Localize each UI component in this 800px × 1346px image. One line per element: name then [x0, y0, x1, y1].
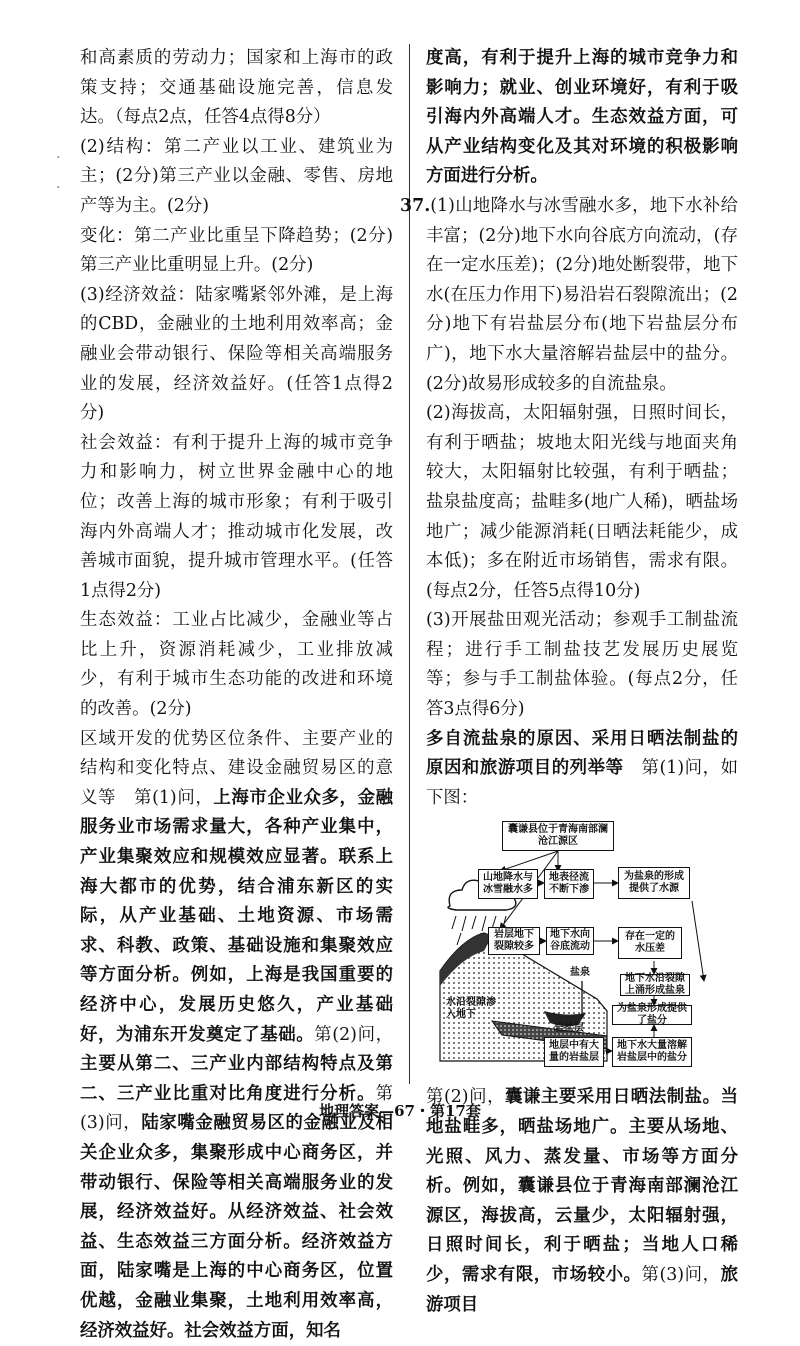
diagram-label-salt-spring: 盐泉 [570, 967, 590, 979]
diagram-box-pressure: 存在一定的水压差 [618, 927, 682, 959]
analysis-text: 区域开发的优势区位条件、主要产业的结构和变化特点、建设金融贸易区的意义等 第(1)问， [80, 728, 393, 808]
diagram-label-rock-salt-layer: 岩盐层 [554, 1023, 584, 1035]
salt-spring-diagram [432, 821, 742, 1071]
answer-text: (1)山地降水与冰雪融水多，地下水补给丰富；(2分)地下水向谷底方向流动，(存在一定水压差)；(2分)地处断裂带，地下水(在压力作用下)易沿岩石裂隙流出；(2分)地下有岩盐层分布(地下岩盐层分布广)，地下水大量溶解岩盐层中的盐分。(2分)故易形成较多的自流盐泉。 [426, 195, 738, 394]
analysis-text: 第(2)问， [426, 1087, 506, 1108]
diagram-box-water-source: 为盐泉的形成提供了水源 [618, 867, 690, 899]
diagram-box-rain: 山地降水与冰雪融水多 [478, 869, 538, 899]
question-37-analysis [426, 725, 738, 814]
page-footer: 地理答案—67・第17套 [319, 1102, 481, 1120]
answer-economic-benefit: (3)经济效益：陆家嘴紧邻外滩，是上海的CBD，金融业的土地利用效率高；金融业会带动银行、保险等相关高端服务业的发展，经济效益好。(任答1点得2分) [80, 284, 393, 424]
answer-ecological-benefit: 生态效益：工业占比减少，金融业等占比上升，资源消耗减少，工业排放减少，有利于城市生态功能的改进和环境的改善。(2分) [80, 610, 393, 720]
diagram-box-flow: 地下水向谷底流动 [546, 927, 594, 955]
binding-edge-mark: · [56, 180, 61, 196]
diagram-box-emerge: 地下水沿裂隙上涌形成盐泉 [620, 974, 690, 996]
analysis-bold-text: 主要从第二、三产业内部结构特点及第二、三产业比重对比角度进行分析。 [80, 1054, 393, 1104]
answer-change: 变化：第二产业比重呈下降趋势；(2分)第三产业比重明显上升。(2分) [80, 225, 393, 276]
analysis-bold-text: 上海市企业众多，金融服务业市场需求量大，各种产业集中，产业集聚效应和规模效应显著。联系上海大都市的优势，结合浦东新区的实际，从产业基础、土地资源、市场需求、科教、政策、基础设施和集聚效应等方面分析。例如，上海是我国重要的经济中心，发展历史悠久，产业基础好，为浦东开发奠定了基础。 [80, 787, 393, 1045]
question-37-part2: (2)海拔高，太阳辐射强，日照时间长，有利于晒盐；坡地太阳光线与地面夹角较大，太阳辐射比较强，有利于晒盐；盐泉盐度高；盐畦多(地广人稀)，晒盐场地广；减少能源消耗(日晒法耗能少，成本低)；多在附近市场销售，需求有限。(每点2分，任答5点得10分) [426, 403, 738, 601]
diagram-box-location: 囊谦县位于青海南部澜沧江源区 [502, 821, 614, 851]
question-number: 37. [400, 195, 431, 216]
analysis-bold-text: 多自流盐泉的原因、采用日晒法制盐的原因和旅游项目的列举等 [426, 728, 738, 779]
answer-structure: (2)结构：第二产业以工业、建筑业为主；(2分)第三产业以金融、零售、房地产等为主。(2分) [80, 136, 393, 216]
diagram-box-fracture: 岩层地下裂隙较多 [488, 927, 540, 955]
answer-social-benefit: 社会效益：有利于提升上海的城市竞争力和影响力，树立世界金融中心的地位；改善上海的城市形象；有利于吸引海内外高端人才；推动城市化发展，改善城市面貌，提升城市管理水平。(任答1点得2分) [80, 432, 393, 601]
analysis-continuation: 度高，有利于提升上海的城市竞争力和影响力；就业、创业环境好，有利于吸引海内外高端人才。生态效益方面，可从产业结构变化及其对环境的积极影响方面进行分析。 [426, 48, 738, 187]
analysis-text: 第(3)问， [641, 1265, 721, 1285]
diagram-box-salt-supply: 为盐泉形成提供了盐分 [612, 1005, 692, 1025]
question-37-part3: (3)开展盐田观光活动；参观手工制盐流程；进行手工制盐技艺发展历史展览等；参与手工制盐体验。(每点2分，任答3点得6分) [426, 610, 738, 720]
answer-paragraph: 和高素质的劳动力；国家和上海市的政策支持；交通基础设施完善，信息发达。（每点2点，任答4点得8分） [80, 48, 393, 128]
diagram-box-dissolve: 地下水大量溶解岩盐层中的盐分 [612, 1037, 692, 1067]
left-column [80, 44, 393, 1346]
diagram-label-infiltrate: 水沿裂隙渗入地下 [446, 997, 496, 1021]
analysis-text: 第(3)问， [80, 1083, 393, 1134]
analysis-text: 第(1)问，如下图： [426, 758, 738, 808]
binding-edge-mark: · [56, 150, 61, 166]
analysis-bold-text: 囊谦主要采用日晒法制盐。当地盐畦多，晒盐场地广。主要从场地、光照、风力、蒸发量、市场等方面分析。例如，囊谦县位于青海南部澜沧江源区，海拔高，云量少，太阳辐射强，日照时间长，利于晒盐；当地人口稀少，需求有限，市场较小。 [426, 1087, 738, 1285]
analysis-text: 第(2)问， [314, 1024, 393, 1045]
analysis-paragraph [80, 725, 393, 1346]
diagram-box-rock-salt: 地层中有大量的岩盐层 [544, 1037, 604, 1067]
analysis-bold-text: 旅游项目 [426, 1265, 738, 1315]
question-37-part1 [400, 192, 738, 399]
analysis-bold-text: 陆家嘴金融贸易区的金融业及相关企业众多，集聚形成中心商务区，并带动银行、保险等相关高端服务业的发展，经济效益好。从经济效益、社会效益、生态效益三方面分析。经济效益方面，陆家嘴是上海的中心商务区，位置优越，金融业集聚，土地利用效率高，经济效益好。社会效益方面，知名 [80, 1113, 393, 1341]
diagram-box-seep: 地表径流不断下渗 [544, 869, 594, 899]
